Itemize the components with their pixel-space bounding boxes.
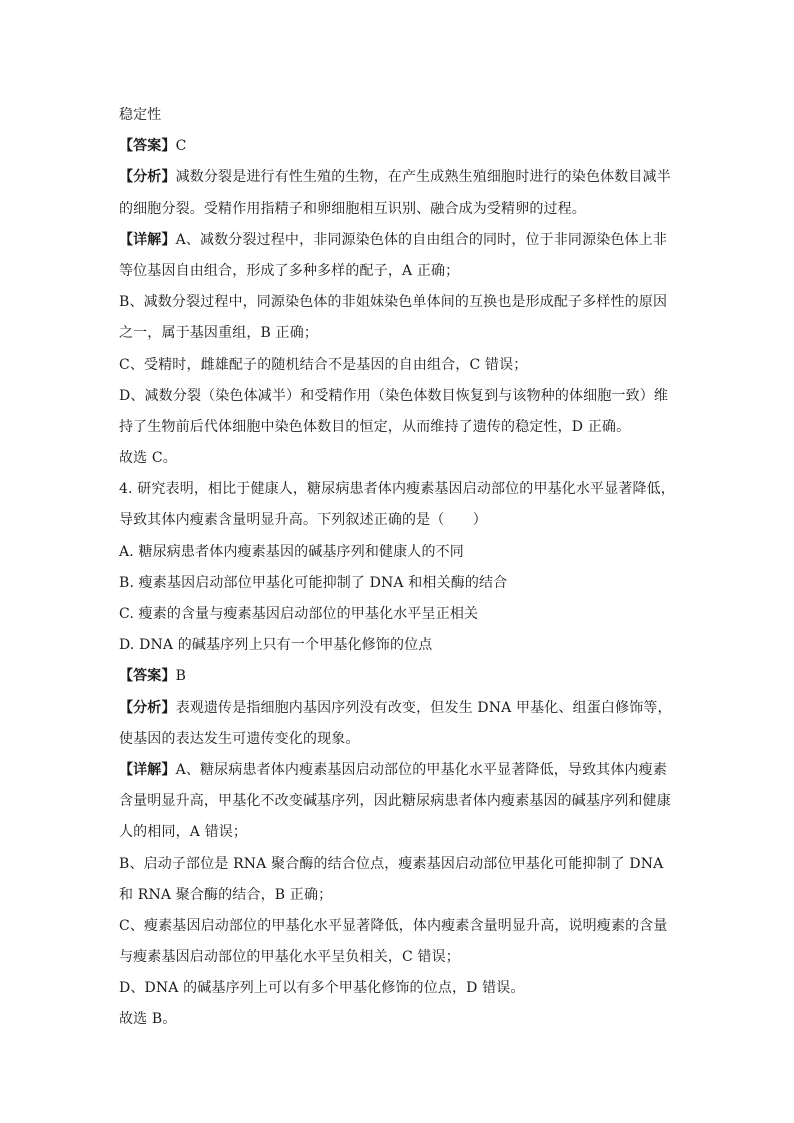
q3-analysis-tag: 【分析】 xyxy=(119,169,176,186)
q4-detail-line8: D、DNA 的碱基序列上可以有多个甲基化修饰的位点，D 错误。 xyxy=(119,980,525,997)
q4-answer-value: B xyxy=(175,668,187,685)
q4-detail-line3: 人的相同，A 错误； xyxy=(119,824,248,841)
q4-detail-line7: 与瘦素基因启动部位的甲基化水平呈负相关，C 错误； xyxy=(119,949,460,966)
q3-detail-text1: A、减数分裂过程中，非同源染色体的自由组合的同时，位于非同源染色体上非 xyxy=(175,231,667,248)
q3-answer xyxy=(119,131,679,162)
q3-detail-line7: 持了生物前后代体细胞中染色体数目的恒定，从而维持了遗传的稳定性，D 正确。 xyxy=(119,418,631,435)
q4-detail-line2: 含量明显升高，甲基化不改变碱基序列，因此糖尿病患者体内瘦素基因的碱基序列和健康 xyxy=(119,793,671,810)
q3-detail-tag: 【详解】 xyxy=(119,231,176,248)
q4-answer xyxy=(119,661,679,692)
q3-detail-line3: B、减数分裂过程中，同源染色体的非姐妹染色单体间的互换也是形成配子多样性的原因 xyxy=(119,294,668,311)
q3-analysis-text1: 减数分裂是进行有性生殖的生物，在产生成熟生殖细胞时进行的染色体数目减半 xyxy=(175,169,671,186)
q3-analysis-line2: 的细胞分裂。受精作用指精子和卵细胞相互识别、融合成为受精卵的过程。 xyxy=(119,200,586,217)
q4-option-c: C. 瘦素的含量与瘦素基因启动部位的甲基化水平呈正相关 xyxy=(119,606,479,622)
document-page xyxy=(119,100,679,1036)
q3-detail-line2: 等位基因自由组合，形成了多种多样的配子，A 正确； xyxy=(119,262,460,279)
q3-detail-line5: C、受精时，雌雄配子的随机结合不是基因的自由组合，C 错误； xyxy=(119,356,528,373)
q4-conclusion: 故选 B。 xyxy=(119,1011,177,1028)
q4-stem-line1: 4. 研究表明，相比于健康人，糖尿病患者体内瘦素基因启动部位的甲基化水平显著降低， xyxy=(119,481,675,498)
q3-detail-line4: 之一，属于基因重组，B 正确； xyxy=(119,325,318,342)
q4-detail-line1 xyxy=(119,755,679,786)
q4-detail-line4: B、启动子部位是 RNA 聚合酶的结合位点，瘦素基因启动部位甲基化可能抑制了 DNA xyxy=(119,855,664,872)
q4-answer-tag: 【答案】 xyxy=(119,668,176,685)
q3-detail-line1 xyxy=(119,225,679,256)
q4-analysis-line1 xyxy=(119,693,679,724)
q4-analysis-tag: 【分析】 xyxy=(119,699,176,716)
q3-answer-tag: 【答案】 xyxy=(119,138,176,155)
q4-option-d: D. DNA 的碱基序列上只有一个甲基化修饰的位点 xyxy=(119,637,433,654)
q3-analysis-line1 xyxy=(119,162,679,193)
intro-tail-text: 稳定性 xyxy=(119,107,162,123)
q4-analysis-line2: 使基因的表达发生可遗传变化的现象。 xyxy=(119,730,360,747)
q4-detail-tag: 【详解】 xyxy=(119,761,176,778)
q4-option-b: B. 瘦素基因启动部位甲基化可能抑制了 DNA 和相关酶的结合 xyxy=(119,574,508,591)
q4-detail-line5: 和 RNA 聚合酶的结合，B 正确； xyxy=(119,886,333,903)
q3-conclusion: 故选 C。 xyxy=(119,450,177,467)
q4-option-a: A. 糖尿病患者体内瘦素基因的碱基序列和健康人的不同 xyxy=(119,543,464,560)
q4-detail-line6: C、瘦素基因启动部位的甲基化水平显著降低，体内瘦素含量明显升高，说明瘦素的含量 xyxy=(119,917,668,934)
q4-stem-line2: 导致其体内瘦素含量明显升高。下列叙述正确的是（ ） xyxy=(119,512,487,529)
q4-detail-text1: A、糖尿病患者体内瘦素基因启动部位的甲基化水平显著降低，导致其体内瘦素 xyxy=(175,761,667,778)
q4-analysis-text1: 表观遗传是指细胞内基因序列没有改变，但发生 DNA 甲基化、组蛋白修饰等， xyxy=(175,699,672,716)
q3-detail-line6: D、减数分裂（染色体减半）和受精作用（染色体数目恢复到与该物种的体细胞一致）维 xyxy=(119,387,669,404)
q3-answer-value: C xyxy=(175,138,187,155)
